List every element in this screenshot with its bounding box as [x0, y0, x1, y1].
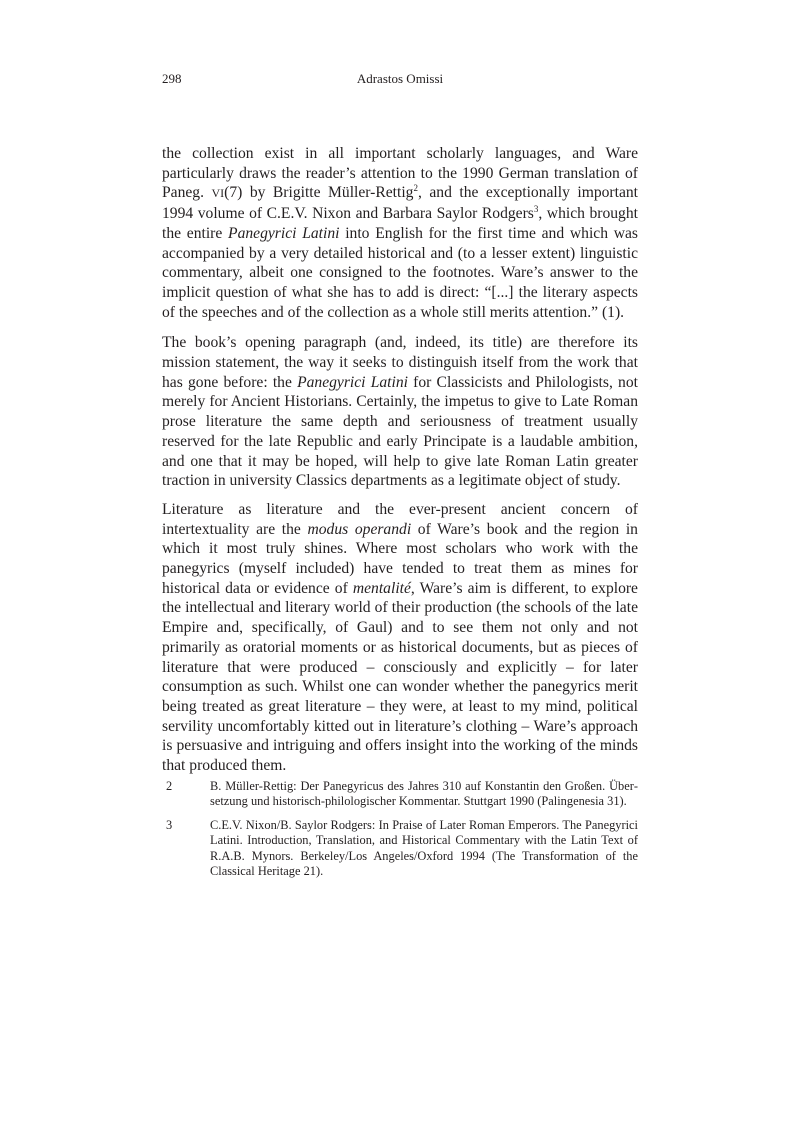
footnote-number: 3: [166, 817, 173, 832]
footnote-number: 2: [166, 779, 173, 793]
footnote: [162, 779, 638, 810]
footnotes: [162, 779, 638, 887]
paragraph: The book’s opening paragraph (and, indeed, its title) are therefore its mission statement, the way it seeks to distinguish itself from the work that has gone before: the Panegyrici Latini for Classicists and Philologists, not merely for Ancient Historians. Certainly, the impetus to give to Late Roman prose literature the same depth and seriousness of treatment usually reserved for the late Republic and early Principate is a laudable ambition, and one that it may be hoped, will help to give late Roman Latin greater traction in university Classics departments as a legitimate object of study.: [162, 334, 638, 490]
footnote-ref: 2: [413, 183, 418, 194]
paragraph: the collection exist in all important scholarly languages, and Ware particularly draws the reader’s attention to the 1990 German translation of Paneg. VI(7) by Brigitte Müller-Rettig$^2$, and the exceptionally important 1994 volume of C.E.V. Nixon and Barbara Saylor Rodgers$^3$, which brought the entire Panegyrici Latini into English for the first time and which was accompanied by a very detailed historical and (to a lesser extent) linguistic commentary, albeit one consigned to the footnotes. Ware’s answer to the implicit question of what she has to add is direct: “[...] the literary aspects of the speeches and of the collection as a whole still merits attention.” (1).: [162, 145, 639, 321]
footnote-text: C.E.V. Nixon/B. Saylor Rodgers: In Praise of Later Roman Emperors. The Panegyrici Latini. Introduction, Translation, and Historical Commentary with the Latin Text of R.A.B. Mynors. Berkeley/Los Angeles/Oxford 1994 (The Transformation of the Classical Heritage 21).: [210, 817, 638, 879]
body-text: [162, 144, 638, 785]
running-head: Adrastos Omissi: [356, 71, 444, 86]
footnote-ref: 3: [533, 204, 539, 215]
italic-text: modus operandi: [307, 520, 412, 538]
italic-text: Panegyrici Latini: [297, 373, 408, 391]
small-caps-text: VI: [211, 186, 225, 201]
footnote-text: B. Müller-Rettig: Der Panegyricus des Jahres 310 auf Konstantin den Großen. Übersetzung und historisch-philologischer Kommentar. Stuttgart 1990 (Palingenesia 31).: [210, 779, 638, 809]
italic-text: Panegyrici Latini: [228, 224, 340, 242]
page-number: 298: [162, 71, 182, 86]
paragraph: Literature as literature and the ever-present ancient concern of intertextuality are the modus operandi of Ware’s book and the region in which it most truly shines. Where most scholars who work with the panegyrics (myself included) have tended to treat them as mines for historical data or evidence of mentalité, Ware’s aim is different, to explore the intellectual and literary world of their production (the schools of the late Empire and, specifically, of Gaul) and to see them not only and not primarily as oratorial moments or as historical documents, but as pieces of literature that were produced – consciously and explicitly – for later consumption as such. Whilst one can wonder whether the panegyrics merit being treated as great literature – they were, at least to my mind, political servility uncomfortably kitted out in literature’s clothing – Ware’s approach is persuasive and intriguing and offers insight into the working of the minds that produced them.: [162, 500, 638, 775]
footnote: [162, 818, 638, 880]
italic-text: mentalité: [352, 579, 411, 597]
page-header: [162, 71, 638, 91]
